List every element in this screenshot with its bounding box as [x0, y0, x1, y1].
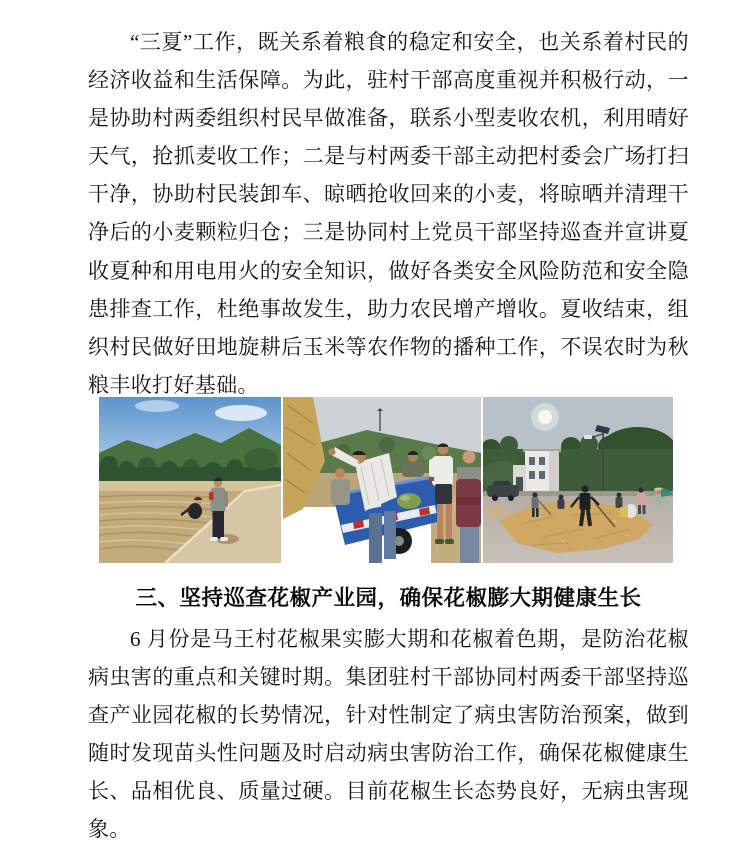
section-heading: 三、坚持巡查花椒产业园，确保花椒膨大期健康生长 [135, 586, 642, 610]
text-column [88, 0, 689, 404]
grain-drying-square-photo [483, 397, 673, 563]
loading-wheat-truck-photo [283, 397, 481, 563]
wheat-field-inspection-photo [99, 397, 281, 563]
paragraph-sanxia-work: “三夏”工作，既关系着粮食的稳定和安全，也关系着村民的经济收益和生活保障。为此，驻村干部高度重视并积极行动，一是协助村两委组织村民早做准备，联系小型麦收农机，利用晴好天气，抢抓麦收工作；二是与村两委干部主动把村委会广场打扫干净，协助村民装卸车、晾晒抢收回来的小麦，将晾晒并清理干净后的小麦颗粒归仓；三是协同村上党员干部坚持巡查并宣讲夏收夏种和用电用火的安全知识，做好各类安全风险防范和安全隐患排查工作，杜绝事故发生，助力农民增产增收。夏收结束，组织村民做好田地旋耕后玉米等农作物的播种工作，不误农时为秋粮丰收打好基础。 [88, 30, 689, 397]
photo-row [99, 397, 673, 563]
paragraph-huajiao-inspection: 6 月份是马王村花椒果实膨大期和花椒着色期，是防治花椒病虫害的重点和关键时期。集团驻村干部协同村两委干部坚持巡查产业园花椒的长势情况，针对性制定了病虫害防治预案，做到随时发现苗头性问题及时启动病虫害防治工作，确保花椒健康生长、品相优良、质量过硬。目前花椒生长态势良好，无病虫害现象。 [88, 627, 689, 842]
